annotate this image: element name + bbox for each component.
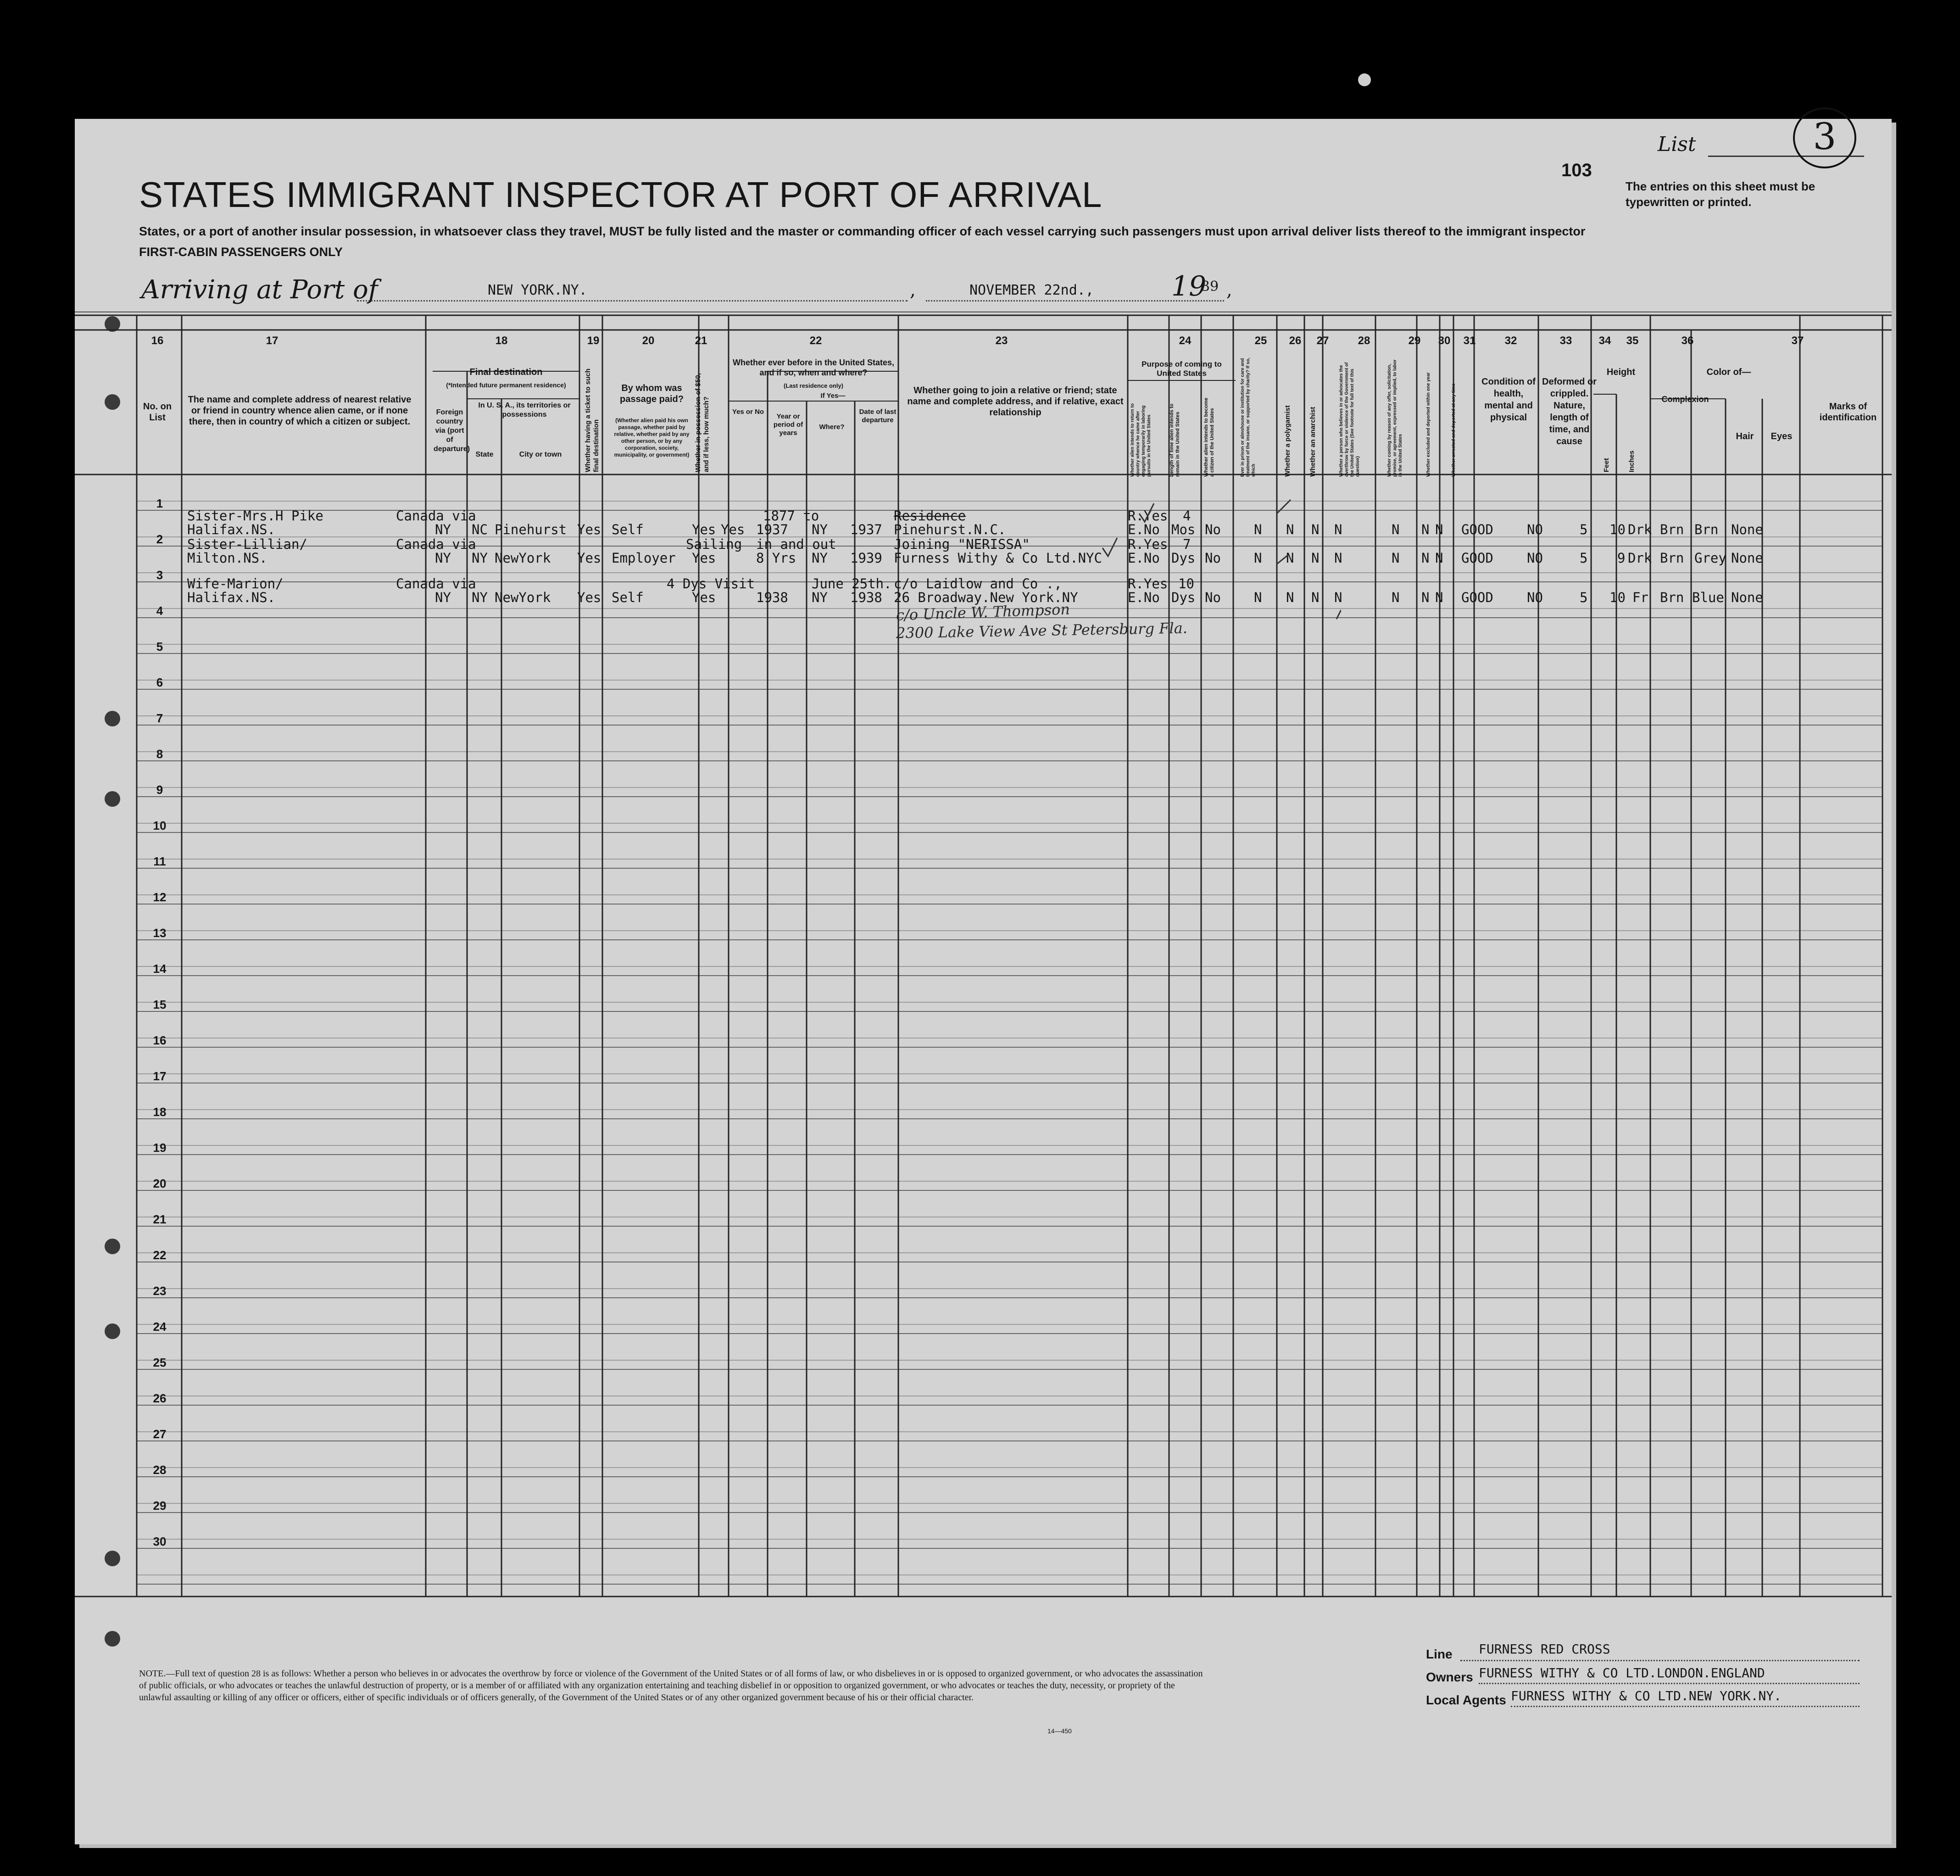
header-c22-date: Date of last departure bbox=[859, 408, 896, 424]
page-title: STATES IMMIGRANT INSPECTOR AT PORT OF ARRIVAL bbox=[139, 174, 1102, 215]
row1-relative-city: Halifax.NS. bbox=[187, 522, 276, 537]
manifest-sheet bbox=[75, 115, 1892, 1844]
row3-purpose-e: E.No bbox=[1128, 590, 1160, 605]
handwritten-note-line2: 2300 Lake View Ave St Petersburg Fla. bbox=[896, 619, 1188, 642]
header-c22-year: Year or period of years bbox=[773, 413, 803, 437]
col-num: 35 bbox=[1626, 335, 1639, 347]
row1-period-year: 1937 bbox=[756, 522, 788, 537]
row1-departure: 1937 bbox=[850, 522, 882, 537]
row2-c25: N bbox=[1254, 550, 1262, 566]
row2-length-unit: Dys bbox=[1171, 550, 1196, 566]
port-dotline bbox=[357, 300, 908, 302]
header-c30: Whether excluded and deported within one year bbox=[1426, 372, 1431, 477]
header-c18-foreign: Foreign country via (port of departure) bbox=[434, 408, 470, 453]
row2-feet: 5 bbox=[1580, 550, 1588, 566]
header-c17: The name and complete address of nearest relative or friend in country whence alien came, or if none there, then in country of which a citizen or subject. bbox=[188, 395, 412, 427]
row1-paid-by: Self bbox=[612, 522, 644, 537]
col-num: 33 bbox=[1559, 335, 1572, 347]
row1-joining: Residence bbox=[894, 508, 966, 524]
row3-deformed: NO bbox=[1527, 590, 1543, 605]
row3-c27: N bbox=[1311, 590, 1320, 605]
row3-feet: 5 bbox=[1580, 590, 1588, 605]
row1-money: Yes bbox=[692, 522, 716, 537]
row3-before: 4 Dys Visit bbox=[667, 576, 755, 592]
row1-c25: N bbox=[1254, 522, 1262, 537]
row-number: 24 bbox=[153, 1320, 167, 1334]
row2-c26: N bbox=[1286, 550, 1294, 566]
row2-relative-city: Milton.NS. bbox=[187, 550, 267, 566]
row3-june: June 25th. bbox=[812, 576, 892, 592]
col-num: 22 bbox=[809, 335, 822, 347]
row2-ticket: Yes bbox=[577, 550, 601, 566]
header-c18-city: City or town bbox=[519, 451, 562, 458]
row3-money: Yes bbox=[692, 590, 716, 605]
punch-hole-top bbox=[1358, 73, 1371, 86]
row3-where: NY bbox=[812, 590, 828, 605]
col-num: 31 bbox=[1463, 335, 1476, 347]
col-num: 26 bbox=[1289, 335, 1302, 347]
year-suffix: 39 bbox=[1201, 279, 1219, 295]
header-c31: Whether arrested and deported at any time bbox=[1451, 383, 1456, 477]
row3-city: NewYork bbox=[495, 590, 551, 605]
row-number: 19 bbox=[153, 1141, 167, 1155]
row1-joining-address: Pinehurst.N.C. bbox=[894, 522, 1006, 537]
row2-departure: 1939 bbox=[850, 550, 882, 566]
header-c22-title: Whether ever before in the United States, and if so, when and where? bbox=[732, 358, 895, 377]
line-label: Line bbox=[1426, 1647, 1453, 1661]
header-c36-eyes: Eyes bbox=[1771, 431, 1793, 441]
owners-label: Owners bbox=[1426, 1670, 1473, 1684]
row-number: 21 bbox=[153, 1212, 167, 1226]
row2-purpose-e: E.No bbox=[1128, 550, 1160, 566]
agents-label: Local Agents bbox=[1426, 1693, 1506, 1707]
row2-c30: N bbox=[1421, 550, 1430, 566]
row2-citizen: No bbox=[1205, 550, 1221, 566]
row1-via: NY bbox=[435, 522, 451, 537]
entries-note: The entries on this sheet must be typewritten or printed. bbox=[1626, 179, 1815, 209]
list-label: List bbox=[1658, 133, 1696, 156]
form-code: 14—450 bbox=[1047, 1727, 1072, 1735]
header-c21: Whether in possession of $50, and if less, how much? bbox=[694, 373, 710, 472]
row-number: 2 bbox=[156, 532, 163, 546]
agents-value: FURNESS WITHY & CO LTD.NEW YORK.NY. bbox=[1511, 1688, 1782, 1703]
row2-city: NewYork bbox=[495, 550, 551, 566]
row1-period: 1877 to bbox=[763, 508, 819, 524]
row2-before: Sailing bbox=[686, 536, 742, 552]
row3-c31: N bbox=[1435, 590, 1443, 605]
owners-dotline bbox=[1479, 1683, 1860, 1684]
row1-complexion: Drk bbox=[1628, 522, 1652, 537]
row-number: 5 bbox=[156, 640, 163, 653]
row1-eyes: Brn bbox=[1694, 522, 1719, 537]
row1-state: NC bbox=[472, 522, 488, 537]
header-c33: Deformed or crippled. Nature, length of time, and cause bbox=[1542, 377, 1597, 447]
row1-inches: 10 bbox=[1609, 522, 1626, 537]
col-num: 36 bbox=[1681, 335, 1694, 347]
row2-period: in and out bbox=[756, 536, 836, 552]
row3-hair: Brn bbox=[1660, 590, 1684, 605]
row2-c29: N bbox=[1392, 550, 1400, 566]
row3-length-unit: Dys bbox=[1171, 590, 1196, 605]
row2-foreign: Canada via bbox=[396, 536, 476, 552]
header-c32: Condition of health, mental and physical bbox=[1481, 377, 1536, 423]
row1-ticket: Yes bbox=[577, 522, 601, 537]
header-c27: Whether an anarchist bbox=[1309, 407, 1317, 477]
header-c18-sub: (*Intended future permanent residence) bbox=[446, 381, 566, 389]
col-num: 24 bbox=[1179, 335, 1192, 347]
col-num: 25 bbox=[1254, 335, 1267, 347]
row2-joining: Joining "NERISSA" bbox=[894, 536, 1030, 552]
row1-citizen: No bbox=[1205, 522, 1221, 537]
header-c22-sub: (Last residence only) bbox=[783, 382, 844, 389]
row-number: 25 bbox=[153, 1356, 167, 1369]
row1-c30: N bbox=[1421, 522, 1430, 537]
comma: , bbox=[910, 279, 916, 301]
list-number: 3 bbox=[1793, 107, 1856, 168]
row3-state: NY bbox=[472, 590, 488, 605]
row2-inches: 9 bbox=[1617, 550, 1626, 566]
row-number: 12 bbox=[153, 890, 167, 904]
row-number: 14 bbox=[153, 962, 167, 976]
row3-c30: N bbox=[1421, 590, 1430, 605]
header-c36-hair: Hair bbox=[1736, 431, 1754, 441]
col-num: 16 bbox=[151, 335, 164, 347]
row-number: 26 bbox=[153, 1391, 167, 1405]
row3-c26: N bbox=[1286, 590, 1294, 605]
row1-deformed: NO bbox=[1527, 522, 1543, 537]
row3-relative-city: Halifax.NS. bbox=[187, 590, 276, 605]
row-number: 18 bbox=[153, 1105, 167, 1119]
row1-c26: N bbox=[1286, 522, 1294, 537]
binder-hole bbox=[105, 1631, 120, 1647]
row1-marks: None bbox=[1731, 522, 1763, 537]
row-number: 3 bbox=[156, 568, 163, 582]
row1-length: 4 bbox=[1183, 508, 1191, 524]
row3-foreign: Canada via bbox=[396, 576, 476, 592]
row-number: 16 bbox=[153, 1033, 167, 1047]
header-c22-yesno: Yes or No bbox=[732, 408, 764, 416]
row2-health: GOOD bbox=[1461, 550, 1493, 566]
port-value: NEW YORK.NY. bbox=[488, 282, 587, 298]
row3-eyes: Blue bbox=[1692, 590, 1724, 605]
row1-length-unit: Mos bbox=[1171, 522, 1196, 537]
row2-c27: N bbox=[1311, 550, 1320, 566]
row-number: 10 bbox=[153, 819, 167, 832]
row3-relative: Wife-Marion/ bbox=[187, 576, 284, 592]
header-c20-sub: (Whether alien paid his own passage, whether paid by relative, whether paid by any other person, or by any corporation, society, municipality, or government) bbox=[614, 417, 690, 458]
header-c25: Ever in prison or almshouse or institution for care and treatment of the insane, or supported by charity? If so, which bbox=[1240, 357, 1256, 477]
handwritten-note-line1: c/o Uncle W. Thompson bbox=[896, 600, 1070, 624]
row3-paid-by: Self bbox=[612, 590, 644, 605]
header-c18-state: State bbox=[475, 451, 494, 458]
footnote: NOTE.—Full text of question 28 is as follows: Whether a person who believes in or advocates the overthrow by force or violence of the Government of the United States or of all forms of law, or who disbelieves in or is opposed to organized government, or who advocates the assassination of public officials, or who advocates or teaches the unlawful destruction of property, or is a member of or affiliated with any organization entertaining and teaching disbelief in or opposition to organized government, or who advocates or teaches the duty, necessity, or propriety of the unlawful assaulting or killing of any officer or officers, either of specific individuals or of officers generally, of the Government of the United States or of any other organized government because of his or their official character. bbox=[139, 1669, 1203, 1703]
row-number: 1 bbox=[156, 497, 163, 510]
page-subtitle: States, or a port of another insular possession, in whatsoever class they travel, MUST be fully listed and the master or commanding officer of each vessel carrying such passengers must upon arrival deliver lists thereof to the immigrant inspector bbox=[139, 224, 1586, 238]
row2-deformed: NO bbox=[1527, 550, 1543, 566]
row3-purpose: R.Yes bbox=[1128, 576, 1168, 592]
row1-where: NY bbox=[812, 522, 828, 537]
row1-before: Yes bbox=[721, 522, 745, 537]
header-c26: Whether a polygamist bbox=[1284, 405, 1292, 477]
header-c34-title: Height bbox=[1606, 367, 1636, 377]
row3-ticket: Yes bbox=[577, 590, 601, 605]
arriving-label: Arriving at Port of bbox=[141, 275, 378, 305]
row3-joining: c/o Laidlow and Co ., bbox=[894, 576, 1062, 592]
header-c16: No. on List bbox=[143, 402, 172, 423]
header-c35: Complexion bbox=[1661, 395, 1709, 404]
header-c24-c: Whether alien intends to become a citizen of the United States bbox=[1203, 397, 1215, 477]
header-c24-title: Purpose of coming to United States bbox=[1141, 360, 1222, 378]
line-value: FURNESS RED CROSS bbox=[1479, 1642, 1610, 1657]
col-num: 19 bbox=[587, 335, 600, 347]
row2-state: NY bbox=[472, 550, 488, 566]
row3-citizen: No bbox=[1205, 590, 1221, 605]
row1-hair: Brn bbox=[1660, 522, 1684, 537]
row2-purpose: R.Yes bbox=[1128, 536, 1168, 552]
row2-length: 7 bbox=[1183, 536, 1191, 552]
row3-marks: None bbox=[1731, 590, 1763, 605]
header-c22-where: Where? bbox=[819, 423, 845, 431]
row3-c29: N bbox=[1392, 590, 1400, 605]
row-number: 7 bbox=[156, 711, 163, 725]
agents-dotline bbox=[1511, 1706, 1860, 1707]
row1-c31: N bbox=[1435, 522, 1443, 537]
row1-feet: 5 bbox=[1580, 522, 1588, 537]
row2-period-years: 8 Yrs bbox=[756, 550, 796, 566]
page-number: 103 bbox=[1561, 160, 1592, 180]
row-number: 27 bbox=[153, 1427, 167, 1441]
comma: , bbox=[1226, 279, 1232, 301]
row2-via: NY bbox=[435, 550, 451, 566]
header-c19: Whether having a ticket to such final destination bbox=[584, 368, 600, 472]
row1-relative: Sister-Mrs.H Pike bbox=[187, 508, 323, 524]
header-c29: Whether coming by reason of any offer, solicitation, promise, or agreement, expressed or implied, to labor in the United States bbox=[1387, 359, 1403, 477]
header-c24-a: Whether alien intends to return to country whence he came after engaging temporarily in laboring pursuits in the United States bbox=[1130, 403, 1152, 477]
row1-foreign: Canada via bbox=[396, 508, 476, 524]
col-num: 30 bbox=[1438, 335, 1451, 347]
header-c37: Marks of identification bbox=[1819, 402, 1877, 423]
row3-joining-address: 26 Broadway.New York.NY bbox=[894, 590, 1078, 605]
header-c18-title: Final destination bbox=[469, 367, 543, 377]
row1-c27: N bbox=[1311, 522, 1320, 537]
row3-c25: N bbox=[1254, 590, 1262, 605]
col-num: 18 bbox=[495, 335, 508, 347]
passenger-class: FIRST-CABIN PASSENGERS ONLY bbox=[139, 245, 343, 259]
row-number: 15 bbox=[153, 998, 167, 1011]
row2-where: NY bbox=[812, 550, 828, 566]
col-num: 32 bbox=[1504, 335, 1517, 347]
row2-complexion: Drk bbox=[1628, 550, 1652, 566]
row-number: 29 bbox=[153, 1499, 167, 1513]
header-c23: Whether going to join a relative or friend; state name and complete address, and if relative, exact relationship bbox=[907, 385, 1124, 418]
row2-relative: Sister-Lillian/ bbox=[187, 536, 307, 552]
row2-hair: Brn bbox=[1660, 550, 1684, 566]
header-c36-title: Color of— bbox=[1706, 367, 1751, 377]
header-c20-title: By whom was passage paid? bbox=[620, 383, 684, 404]
row1-purpose-e: E.No bbox=[1128, 522, 1160, 537]
row3-health: GOOD bbox=[1461, 590, 1493, 605]
row3-c28: N bbox=[1334, 590, 1342, 605]
col-num: 23 bbox=[995, 335, 1008, 347]
row3-via: NY bbox=[435, 590, 451, 605]
row3-period-year: 1938 bbox=[756, 590, 788, 605]
header-c22-ifyes: If Yes— bbox=[820, 392, 846, 400]
row-number: 23 bbox=[153, 1284, 167, 1298]
col-num: 37 bbox=[1791, 335, 1804, 347]
row2-c28: N bbox=[1334, 550, 1342, 566]
row-number: 8 bbox=[156, 747, 163, 761]
manifest-grid bbox=[75, 312, 1892, 1601]
col-num: 28 bbox=[1358, 335, 1370, 347]
row2-money: Yes bbox=[692, 550, 716, 566]
row1-health: GOOD bbox=[1461, 522, 1493, 537]
row3-length: 10 bbox=[1178, 576, 1194, 592]
col-num: 20 bbox=[642, 335, 655, 347]
date-value: NOVEMBER 22nd., bbox=[969, 282, 1094, 298]
row-number: 11 bbox=[153, 854, 166, 868]
row-number: 6 bbox=[156, 676, 163, 689]
row3-departure: 1938 bbox=[850, 590, 882, 605]
row-number: 17 bbox=[153, 1069, 167, 1083]
header-c34-inches: Inches bbox=[1628, 450, 1636, 472]
row2-joining-address: Furness Withy & Co Ltd.NYC bbox=[894, 550, 1102, 566]
col-num: 29 bbox=[1408, 335, 1421, 347]
header-c18-usa: In U. S. A., its territories or possessions bbox=[478, 402, 571, 419]
header-c24-b: Length of time alien intends to remain in the United States bbox=[1169, 403, 1180, 477]
checkmarks bbox=[1084, 495, 1341, 633]
row-number: 22 bbox=[153, 1248, 167, 1262]
col-num: 34 bbox=[1598, 335, 1611, 347]
row-number: 28 bbox=[153, 1463, 167, 1477]
line-dotline bbox=[1460, 1660, 1860, 1661]
row-number: 20 bbox=[153, 1177, 167, 1190]
header-c28: Whether a person who believes in or advocates the overthrow by force or violence of the Government of the United States (See footnote for full text of this question) bbox=[1339, 362, 1360, 477]
row3-inches: 10 bbox=[1609, 590, 1626, 605]
row2-eyes: Grey bbox=[1694, 550, 1726, 566]
row-number: 9 bbox=[156, 783, 163, 797]
row-number: 4 bbox=[156, 604, 163, 618]
row-number: 13 bbox=[153, 926, 167, 940]
row2-paid-by: Employer bbox=[612, 550, 676, 566]
row2-marks: None bbox=[1731, 550, 1763, 566]
row1-purpose: R.Yes bbox=[1128, 508, 1168, 524]
row3-complexion: Fr bbox=[1632, 590, 1648, 605]
col-num: 27 bbox=[1316, 335, 1329, 347]
row1-city: Pinehurst bbox=[495, 522, 567, 537]
row1-c29: N bbox=[1392, 522, 1400, 537]
row2-c31: N bbox=[1435, 550, 1443, 566]
col-num: 17 bbox=[266, 335, 278, 347]
header-c34-feet: Feet bbox=[1603, 458, 1610, 472]
col-num: 21 bbox=[695, 335, 707, 347]
row-number: 30 bbox=[153, 1535, 167, 1548]
owners-value: FURNESS WITHY & CO LTD.LONDON.ENGLAND bbox=[1479, 1665, 1765, 1681]
year-prefix: 19 bbox=[1171, 270, 1207, 302]
row1-c28: N bbox=[1334, 522, 1342, 537]
